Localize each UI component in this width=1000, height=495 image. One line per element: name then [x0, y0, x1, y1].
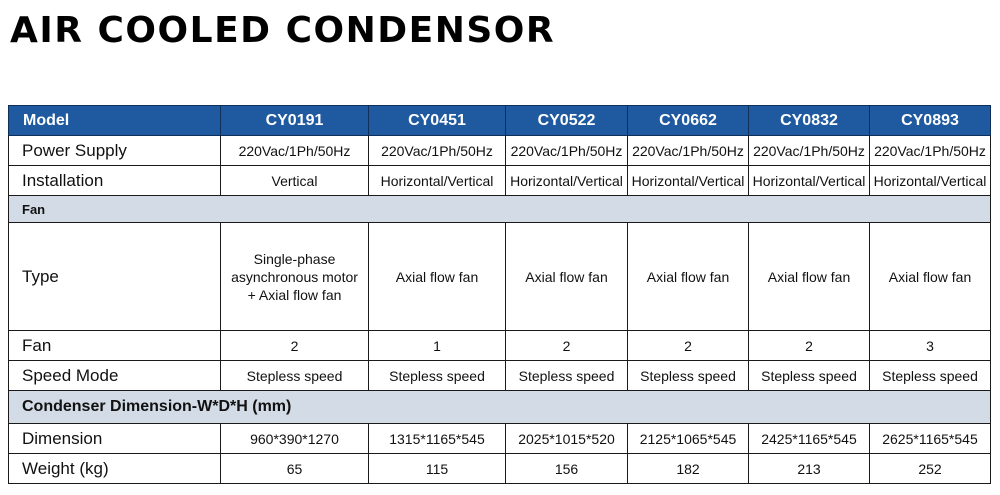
page-title: AIR COOLED CONDENSOR — [10, 10, 556, 51]
table-cell: Horizontal/Vertical — [369, 166, 506, 196]
model-cy0662: CY0662 — [628, 106, 749, 136]
dimension-section-row — [9, 391, 991, 424]
table-cell: 115 — [369, 454, 506, 484]
type-line: + Axial flow fan — [247, 286, 342, 303]
dimension-row — [9, 424, 991, 454]
table-cell: 220Vac/1Ph/50Hz — [749, 136, 870, 166]
table-cell: 65 — [221, 454, 369, 484]
table-cell: 2 — [506, 331, 628, 361]
type-line: asynchronous motor — [231, 268, 358, 285]
table-cell: 220Vac/1Ph/50Hz — [369, 136, 506, 166]
table-cell: Horizontal/Vertical — [749, 166, 870, 196]
table-cell: Axial flow fan — [506, 223, 628, 331]
table-cell: 1 — [369, 331, 506, 361]
table-cell-type-multiline — [221, 223, 369, 331]
row-label-speed-mode: Speed Mode — [9, 361, 221, 391]
table-cell: Horizontal/Vertical — [628, 166, 749, 196]
row-label-fan: Fan — [9, 331, 221, 361]
fan-count-row — [9, 331, 991, 361]
model-cy0451: CY0451 — [369, 106, 506, 136]
table-cell: Stepless speed — [749, 361, 870, 391]
power-supply-row — [9, 136, 991, 166]
table-cell: 3 — [870, 331, 991, 361]
section-heading-dimension: Condenser Dimension-W*D*H (mm) — [9, 391, 991, 424]
spec-table — [8, 105, 991, 484]
table-cell: Vertical — [221, 166, 369, 196]
table-cell: Stepless speed — [870, 361, 991, 391]
table-cell: Stepless speed — [369, 361, 506, 391]
model-cy0893: CY0893 — [870, 106, 991, 136]
table-cell: Horizontal/Vertical — [506, 166, 628, 196]
table-cell: 220Vac/1Ph/50Hz — [221, 136, 369, 166]
table-cell: 2 — [749, 331, 870, 361]
section-heading-fan: Fan — [9, 196, 991, 223]
table-cell: 182 — [628, 454, 749, 484]
weight-row — [9, 454, 991, 484]
table-cell: Stepless speed — [221, 361, 369, 391]
model-cy0832: CY0832 — [749, 106, 870, 136]
row-label-dimension: Dimension — [9, 424, 221, 454]
model-header-row — [9, 106, 991, 136]
table-cell: 1315*1165*545 — [369, 424, 506, 454]
model-cy0522: CY0522 — [506, 106, 628, 136]
table-cell: Axial flow fan — [870, 223, 991, 331]
model-label: Model — [9, 106, 221, 136]
row-label-type: Type — [9, 223, 221, 331]
row-label-weight: Weight (kg) — [9, 454, 221, 484]
row-label-installation: Installation — [9, 166, 221, 196]
table-cell: 2 — [628, 331, 749, 361]
speed-mode-row — [9, 361, 991, 391]
table-cell: Axial flow fan — [749, 223, 870, 331]
table-cell: 2625*1165*545 — [870, 424, 991, 454]
table-cell: Horizontal/Vertical — [870, 166, 991, 196]
row-label-power-supply: Power Supply — [9, 136, 221, 166]
table-cell: 220Vac/1Ph/50Hz — [870, 136, 991, 166]
table-cell: 156 — [506, 454, 628, 484]
table-cell: 252 — [870, 454, 991, 484]
table-cell: 960*390*1270 — [221, 424, 369, 454]
table-cell: Axial flow fan — [369, 223, 506, 331]
table-cell: Stepless speed — [506, 361, 628, 391]
table-cell: 2025*1015*520 — [506, 424, 628, 454]
table-cell: Stepless speed — [628, 361, 749, 391]
table-cell: 2425*1165*545 — [749, 424, 870, 454]
type-line: Single-phase — [253, 250, 336, 267]
fan-section-row — [9, 196, 991, 223]
table-cell: 213 — [749, 454, 870, 484]
type-row — [9, 223, 991, 331]
table-cell: 2 — [221, 331, 369, 361]
table-cell: 220Vac/1Ph/50Hz — [506, 136, 628, 166]
table-cell: Axial flow fan — [628, 223, 749, 331]
model-cy0191: CY0191 — [221, 106, 369, 136]
installation-row — [9, 166, 991, 196]
table-cell: 2125*1065*545 — [628, 424, 749, 454]
table-cell: 220Vac/1Ph/50Hz — [628, 136, 749, 166]
